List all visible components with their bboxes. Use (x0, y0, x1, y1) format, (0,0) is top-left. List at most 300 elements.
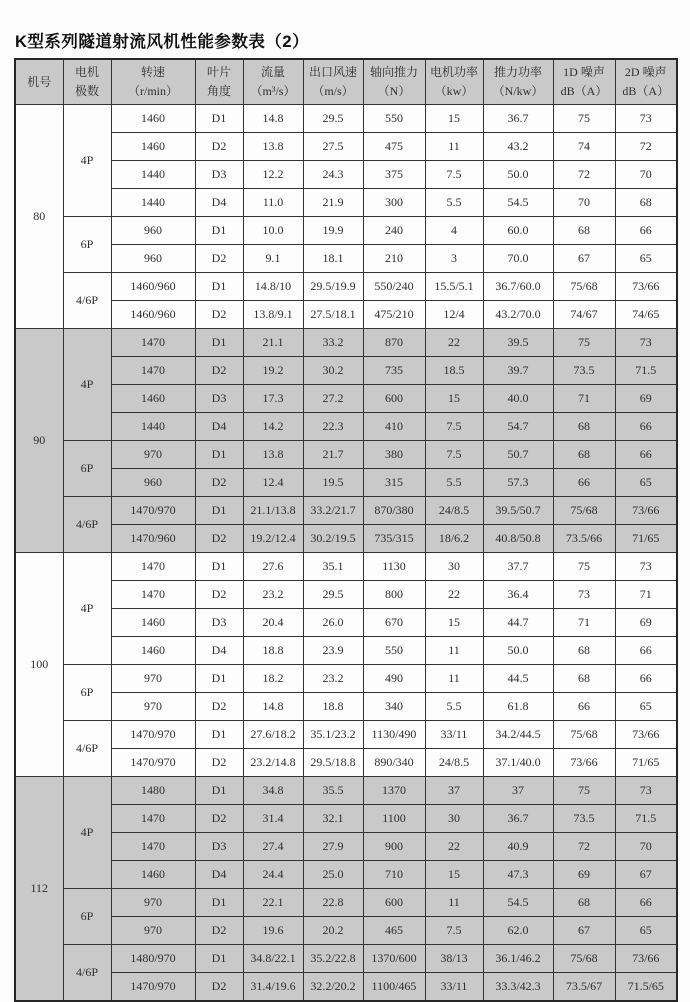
data-cell: 870/380 (363, 497, 425, 525)
data-cell: 24.4 (243, 861, 303, 889)
data-cell: D1 (195, 217, 243, 245)
data-cell: 19.2 (243, 357, 303, 385)
performance-table (14, 58, 678, 1002)
table-row (15, 889, 677, 917)
data-cell: 7.5 (425, 917, 483, 945)
data-cell: 36.7/60.0 (483, 273, 553, 301)
data-cell: 14.2 (243, 413, 303, 441)
data-cell: 73 (615, 329, 677, 357)
table-row (15, 357, 677, 385)
header-line2: 极数 (74, 84, 99, 98)
data-cell: 75/68 (553, 721, 615, 749)
data-cell: 970 (111, 917, 195, 945)
data-cell: 38/13 (425, 945, 483, 973)
header-line2: （kw） (434, 84, 474, 98)
data-cell: 65 (615, 469, 677, 497)
data-cell: 33.2/21.7 (303, 497, 363, 525)
data-cell: 1470/960 (111, 525, 195, 553)
header-cell (363, 59, 425, 105)
data-cell: 11 (425, 665, 483, 693)
data-cell: 24/8.5 (425, 749, 483, 777)
data-cell: 73/66 (615, 497, 677, 525)
header-cell (195, 59, 243, 105)
data-cell: 1130 (363, 553, 425, 581)
data-cell: D2 (195, 805, 243, 833)
table-row (15, 917, 677, 945)
data-cell: 1460 (111, 133, 195, 161)
data-cell: 30 (425, 805, 483, 833)
data-cell: 1370/600 (363, 945, 425, 973)
machine-block (15, 553, 677, 777)
data-cell: 20.2 (303, 917, 363, 945)
data-cell: 1460 (111, 105, 195, 133)
data-cell: 670 (363, 609, 425, 637)
data-cell: D1 (195, 721, 243, 749)
header-cell (615, 59, 677, 105)
data-cell: 34.8 (243, 777, 303, 805)
data-cell: 69 (615, 609, 677, 637)
data-cell: 68 (553, 413, 615, 441)
data-cell: 13.8 (243, 441, 303, 469)
data-cell: 37.7 (483, 553, 553, 581)
data-cell: 13.8 (243, 133, 303, 161)
data-cell: 550 (363, 105, 425, 133)
motor-poles-cell: 4/6P (63, 945, 111, 1002)
data-cell: 65 (615, 917, 677, 945)
data-cell: 54.5 (483, 889, 553, 917)
data-cell: 65 (615, 245, 677, 273)
data-cell: 68 (553, 217, 615, 245)
data-cell: 26.0 (303, 609, 363, 637)
data-cell: 890/340 (363, 749, 425, 777)
table-row (15, 581, 677, 609)
data-cell: 9.1 (243, 245, 303, 273)
data-cell: D1 (195, 665, 243, 693)
header-line1: 电机 (74, 65, 99, 80)
data-cell: 375 (363, 161, 425, 189)
table-row (15, 609, 677, 637)
data-cell: 66 (553, 693, 615, 721)
data-cell: 36.7 (483, 805, 553, 833)
header-line1: 叶片 (206, 65, 231, 80)
data-cell: 22 (425, 581, 483, 609)
data-cell: 960 (111, 245, 195, 273)
data-cell: D2 (195, 525, 243, 553)
data-cell: 19.2/12.4 (243, 525, 303, 553)
data-cell: 73/66 (615, 721, 677, 749)
motor-poles-cell: 4P (63, 105, 111, 217)
data-cell: 71 (553, 609, 615, 637)
data-cell: 11 (425, 637, 483, 665)
data-cell: 50.0 (483, 161, 553, 189)
data-cell: D1 (195, 105, 243, 133)
motor-poles-cell: 4/6P (63, 497, 111, 553)
data-cell: 4 (425, 217, 483, 245)
data-cell: 31.4/19.6 (243, 973, 303, 1002)
data-cell: 380 (363, 441, 425, 469)
data-cell: 735/315 (363, 525, 425, 553)
data-cell: 44.7 (483, 609, 553, 637)
data-cell: 410 (363, 413, 425, 441)
table-row (15, 749, 677, 777)
motor-poles-cell: 4P (63, 329, 111, 441)
data-cell: D3 (195, 833, 243, 861)
header-line2: （N/kw） (492, 84, 544, 98)
data-cell: 37 (425, 777, 483, 805)
header-line1: 2D 噪声 (624, 65, 667, 80)
data-cell: 31.4 (243, 805, 303, 833)
table-row (15, 805, 677, 833)
data-cell: D2 (195, 917, 243, 945)
data-cell: D2 (195, 245, 243, 273)
data-cell: 47.3 (483, 861, 553, 889)
table-row (15, 413, 677, 441)
table-row (15, 469, 677, 497)
data-cell: 22.8 (303, 889, 363, 917)
data-cell: 33.2 (303, 329, 363, 357)
data-cell: 74 (553, 133, 615, 161)
machine-block (15, 105, 677, 329)
data-cell: 550/240 (363, 273, 425, 301)
machine-block (15, 329, 677, 553)
data-cell: 33/11 (425, 721, 483, 749)
data-cell: 34.8/22.1 (243, 945, 303, 973)
data-cell: 1370 (363, 777, 425, 805)
data-cell: 43.2/70.0 (483, 301, 553, 329)
data-cell: 40.0 (483, 385, 553, 413)
data-cell: 20.4 (243, 609, 303, 637)
data-cell: 1470/970 (111, 749, 195, 777)
data-cell: 70 (615, 161, 677, 189)
data-cell: 870 (363, 329, 425, 357)
data-cell: 7.5 (425, 161, 483, 189)
data-cell: 54.7 (483, 413, 553, 441)
table-row (15, 833, 677, 861)
data-cell: 40.8/50.8 (483, 525, 553, 553)
table-row (15, 525, 677, 553)
data-cell: 7.5 (425, 413, 483, 441)
table-row (15, 637, 677, 665)
header-cell (553, 59, 615, 105)
data-cell: 57.3 (483, 469, 553, 497)
data-cell: 39.5/50.7 (483, 497, 553, 525)
data-cell: D4 (195, 637, 243, 665)
data-cell: 50.7 (483, 441, 553, 469)
data-cell: D2 (195, 693, 243, 721)
data-cell: 1460/960 (111, 273, 195, 301)
table-row (15, 777, 677, 805)
data-cell: 36.4 (483, 581, 553, 609)
data-cell: 74/65 (615, 301, 677, 329)
motor-poles-cell: 6P (63, 441, 111, 497)
table-row (15, 133, 677, 161)
data-cell: 465 (363, 917, 425, 945)
header-line2: dB（A） (622, 84, 670, 98)
motor-poles-cell: 4P (63, 553, 111, 665)
data-cell: 3 (425, 245, 483, 273)
data-cell: 970 (111, 889, 195, 917)
data-cell: 62.0 (483, 917, 553, 945)
data-cell: 71/65 (615, 749, 677, 777)
data-cell: 1100 (363, 805, 425, 833)
data-cell: 1440 (111, 413, 195, 441)
data-cell: 33.3/42.3 (483, 973, 553, 1002)
data-cell: 70 (553, 189, 615, 217)
table-row (15, 217, 677, 245)
data-cell: 68 (553, 665, 615, 693)
table-row (15, 693, 677, 721)
data-cell: 900 (363, 833, 425, 861)
header-line1: 1D 噪声 (563, 65, 605, 80)
data-cell: 1470 (111, 329, 195, 357)
table-header (15, 59, 677, 105)
data-cell: 75 (553, 553, 615, 581)
data-cell: 72 (553, 161, 615, 189)
data-cell: D1 (195, 553, 243, 581)
data-cell: 600 (363, 889, 425, 917)
table-row (15, 161, 677, 189)
header-line1: 轴向推力 (369, 65, 418, 80)
data-cell: 27.5/18.1 (303, 301, 363, 329)
data-cell: 22 (425, 329, 483, 357)
data-cell: 18.1 (303, 245, 363, 273)
data-cell: 27.2 (303, 385, 363, 413)
data-cell: 11 (425, 889, 483, 917)
table-row (15, 245, 677, 273)
data-cell: D1 (195, 441, 243, 469)
data-cell: 19.5 (303, 469, 363, 497)
motor-poles-cell: 6P (63, 665, 111, 721)
data-cell: 32.1 (303, 805, 363, 833)
data-cell: 33/11 (425, 973, 483, 1002)
table-row (15, 189, 677, 217)
header-line2: （m/s） (312, 84, 354, 98)
data-cell: 1470 (111, 833, 195, 861)
data-cell: 21.9 (303, 189, 363, 217)
data-cell: 18.8 (303, 693, 363, 721)
data-cell: 68 (553, 637, 615, 665)
data-cell: 73.5 (553, 357, 615, 385)
data-cell: 710 (363, 861, 425, 889)
data-cell: 21.7 (303, 441, 363, 469)
header-cell (63, 59, 111, 105)
data-cell: 75/68 (553, 497, 615, 525)
data-cell: 15 (425, 385, 483, 413)
data-cell: 490 (363, 665, 425, 693)
data-cell: 44.5 (483, 665, 553, 693)
data-cell: 66 (553, 469, 615, 497)
data-cell: 54.5 (483, 189, 553, 217)
data-cell: 68 (553, 441, 615, 469)
data-cell: 12.4 (243, 469, 303, 497)
data-cell: 15 (425, 105, 483, 133)
data-cell: 69 (553, 861, 615, 889)
data-cell: 67 (553, 245, 615, 273)
data-cell: D2 (195, 973, 243, 1002)
data-cell: 550 (363, 637, 425, 665)
data-cell: 71/65 (615, 525, 677, 553)
motor-poles-cell: 4/6P (63, 273, 111, 329)
data-cell: D1 (195, 945, 243, 973)
header-line1: 推力功率 (493, 65, 542, 80)
data-cell: 73.5/67 (553, 973, 615, 1002)
data-cell: 27.4 (243, 833, 303, 861)
data-cell: 75 (553, 329, 615, 357)
data-cell: 18.2 (243, 665, 303, 693)
data-cell: 18.5 (425, 357, 483, 385)
page-title: K型系列隧道射流风机性能参数表（2） (15, 33, 310, 51)
data-cell: 32.2/20.2 (303, 973, 363, 1002)
data-cell: 71.5/65 (615, 973, 677, 1002)
data-cell: 1440 (111, 161, 195, 189)
data-cell: 1460/960 (111, 301, 195, 329)
data-cell: 60.0 (483, 217, 553, 245)
data-cell: 23.2 (303, 665, 363, 693)
data-cell: 75 (553, 105, 615, 133)
table-row (15, 273, 677, 301)
data-cell: 29.5/19.9 (303, 273, 363, 301)
data-cell: 24/8.5 (425, 497, 483, 525)
data-cell: 240 (363, 217, 425, 245)
data-cell: 735 (363, 357, 425, 385)
data-cell: 24.3 (303, 161, 363, 189)
machine-block (15, 777, 677, 1002)
data-cell: 72 (615, 133, 677, 161)
data-cell: 1470/970 (111, 973, 195, 1002)
data-cell: 75/68 (553, 273, 615, 301)
data-cell: 71.5 (615, 357, 677, 385)
data-cell: D2 (195, 469, 243, 497)
data-cell: 970 (111, 693, 195, 721)
machine-number-cell: 100 (15, 553, 63, 777)
data-cell: 75 (553, 777, 615, 805)
table-row (15, 945, 677, 973)
data-cell: 1480 (111, 777, 195, 805)
data-cell: 970 (111, 665, 195, 693)
data-cell: 72 (553, 833, 615, 861)
data-cell: 14.8/10 (243, 273, 303, 301)
data-cell: D4 (195, 861, 243, 889)
data-cell: 210 (363, 245, 425, 273)
data-cell: 73.5 (553, 805, 615, 833)
data-cell: 10.0 (243, 217, 303, 245)
data-cell: 35.1/23.2 (303, 721, 363, 749)
data-cell: 600 (363, 385, 425, 413)
header-line1: 出口风速 (308, 65, 357, 80)
data-cell: 66 (615, 413, 677, 441)
header-line1: 转速 (140, 65, 165, 80)
data-cell: D2 (195, 133, 243, 161)
data-cell: 1470 (111, 581, 195, 609)
data-cell: 1470/970 (111, 721, 195, 749)
data-cell: D3 (195, 609, 243, 637)
data-cell: 475/210 (363, 301, 425, 329)
data-cell: D2 (195, 749, 243, 777)
data-cell: 29.5 (303, 105, 363, 133)
header-line2: （N） (377, 84, 411, 98)
data-cell: 15.5/5.1 (425, 273, 483, 301)
data-cell: D1 (195, 889, 243, 917)
data-cell: D2 (195, 301, 243, 329)
data-cell: 71 (615, 581, 677, 609)
table-row (15, 861, 677, 889)
data-cell: 66 (615, 889, 677, 917)
data-cell: 73/66 (553, 749, 615, 777)
data-cell: 39.5 (483, 329, 553, 357)
table-row (15, 553, 677, 581)
data-cell: D1 (195, 497, 243, 525)
data-cell: 66 (615, 217, 677, 245)
data-cell: 1470 (111, 553, 195, 581)
data-cell: 1130/490 (363, 721, 425, 749)
data-cell: 1440 (111, 189, 195, 217)
data-cell: 73 (615, 553, 677, 581)
data-cell: 27.6 (243, 553, 303, 581)
data-cell: 66 (615, 637, 677, 665)
motor-poles-cell: 4/6P (63, 721, 111, 777)
table-row (15, 973, 677, 1002)
header-cell (111, 59, 195, 105)
data-cell: 67 (615, 861, 677, 889)
data-cell: 30.2/19.5 (303, 525, 363, 553)
machine-number-cell: 112 (15, 777, 63, 1002)
header-cell (243, 59, 303, 105)
data-cell: 67 (553, 917, 615, 945)
data-cell: 14.8 (243, 693, 303, 721)
data-cell: D1 (195, 777, 243, 805)
data-cell: 18/6.2 (425, 525, 483, 553)
data-cell: 960 (111, 469, 195, 497)
table-row (15, 497, 677, 525)
data-cell: 75/68 (553, 945, 615, 973)
machine-number-cell: 80 (15, 105, 63, 329)
header-line1: 电机功率 (429, 65, 478, 80)
table-row (15, 301, 677, 329)
header-line1: 流量 (260, 65, 285, 80)
data-cell: 29.5 (303, 581, 363, 609)
data-cell: 27.6/18.2 (243, 721, 303, 749)
data-cell: 68 (553, 889, 615, 917)
data-cell: D1 (195, 273, 243, 301)
data-cell: 71.5 (615, 805, 677, 833)
header-cell (303, 59, 363, 105)
data-cell: 73 (615, 777, 677, 805)
data-cell: 43.2 (483, 133, 553, 161)
table-row (15, 329, 677, 357)
header-cell (425, 59, 483, 105)
data-cell: D4 (195, 189, 243, 217)
data-cell: D3 (195, 385, 243, 413)
table-row (15, 385, 677, 413)
motor-poles-cell: 6P (63, 217, 111, 273)
data-cell: 69 (615, 385, 677, 413)
data-cell: 50.0 (483, 637, 553, 665)
data-cell: 970 (111, 441, 195, 469)
data-cell: 39.7 (483, 357, 553, 385)
data-cell: 30.2 (303, 357, 363, 385)
data-cell: 340 (363, 693, 425, 721)
data-cell: 12.2 (243, 161, 303, 189)
data-cell: 22 (425, 833, 483, 861)
data-cell: 74/67 (553, 301, 615, 329)
data-cell: 30 (425, 553, 483, 581)
data-cell: 1460 (111, 385, 195, 413)
data-cell: 5.5 (425, 693, 483, 721)
data-cell: 5.5 (425, 469, 483, 497)
data-cell: 73.5/66 (553, 525, 615, 553)
data-cell: 300 (363, 189, 425, 217)
data-cell: 1460 (111, 861, 195, 889)
